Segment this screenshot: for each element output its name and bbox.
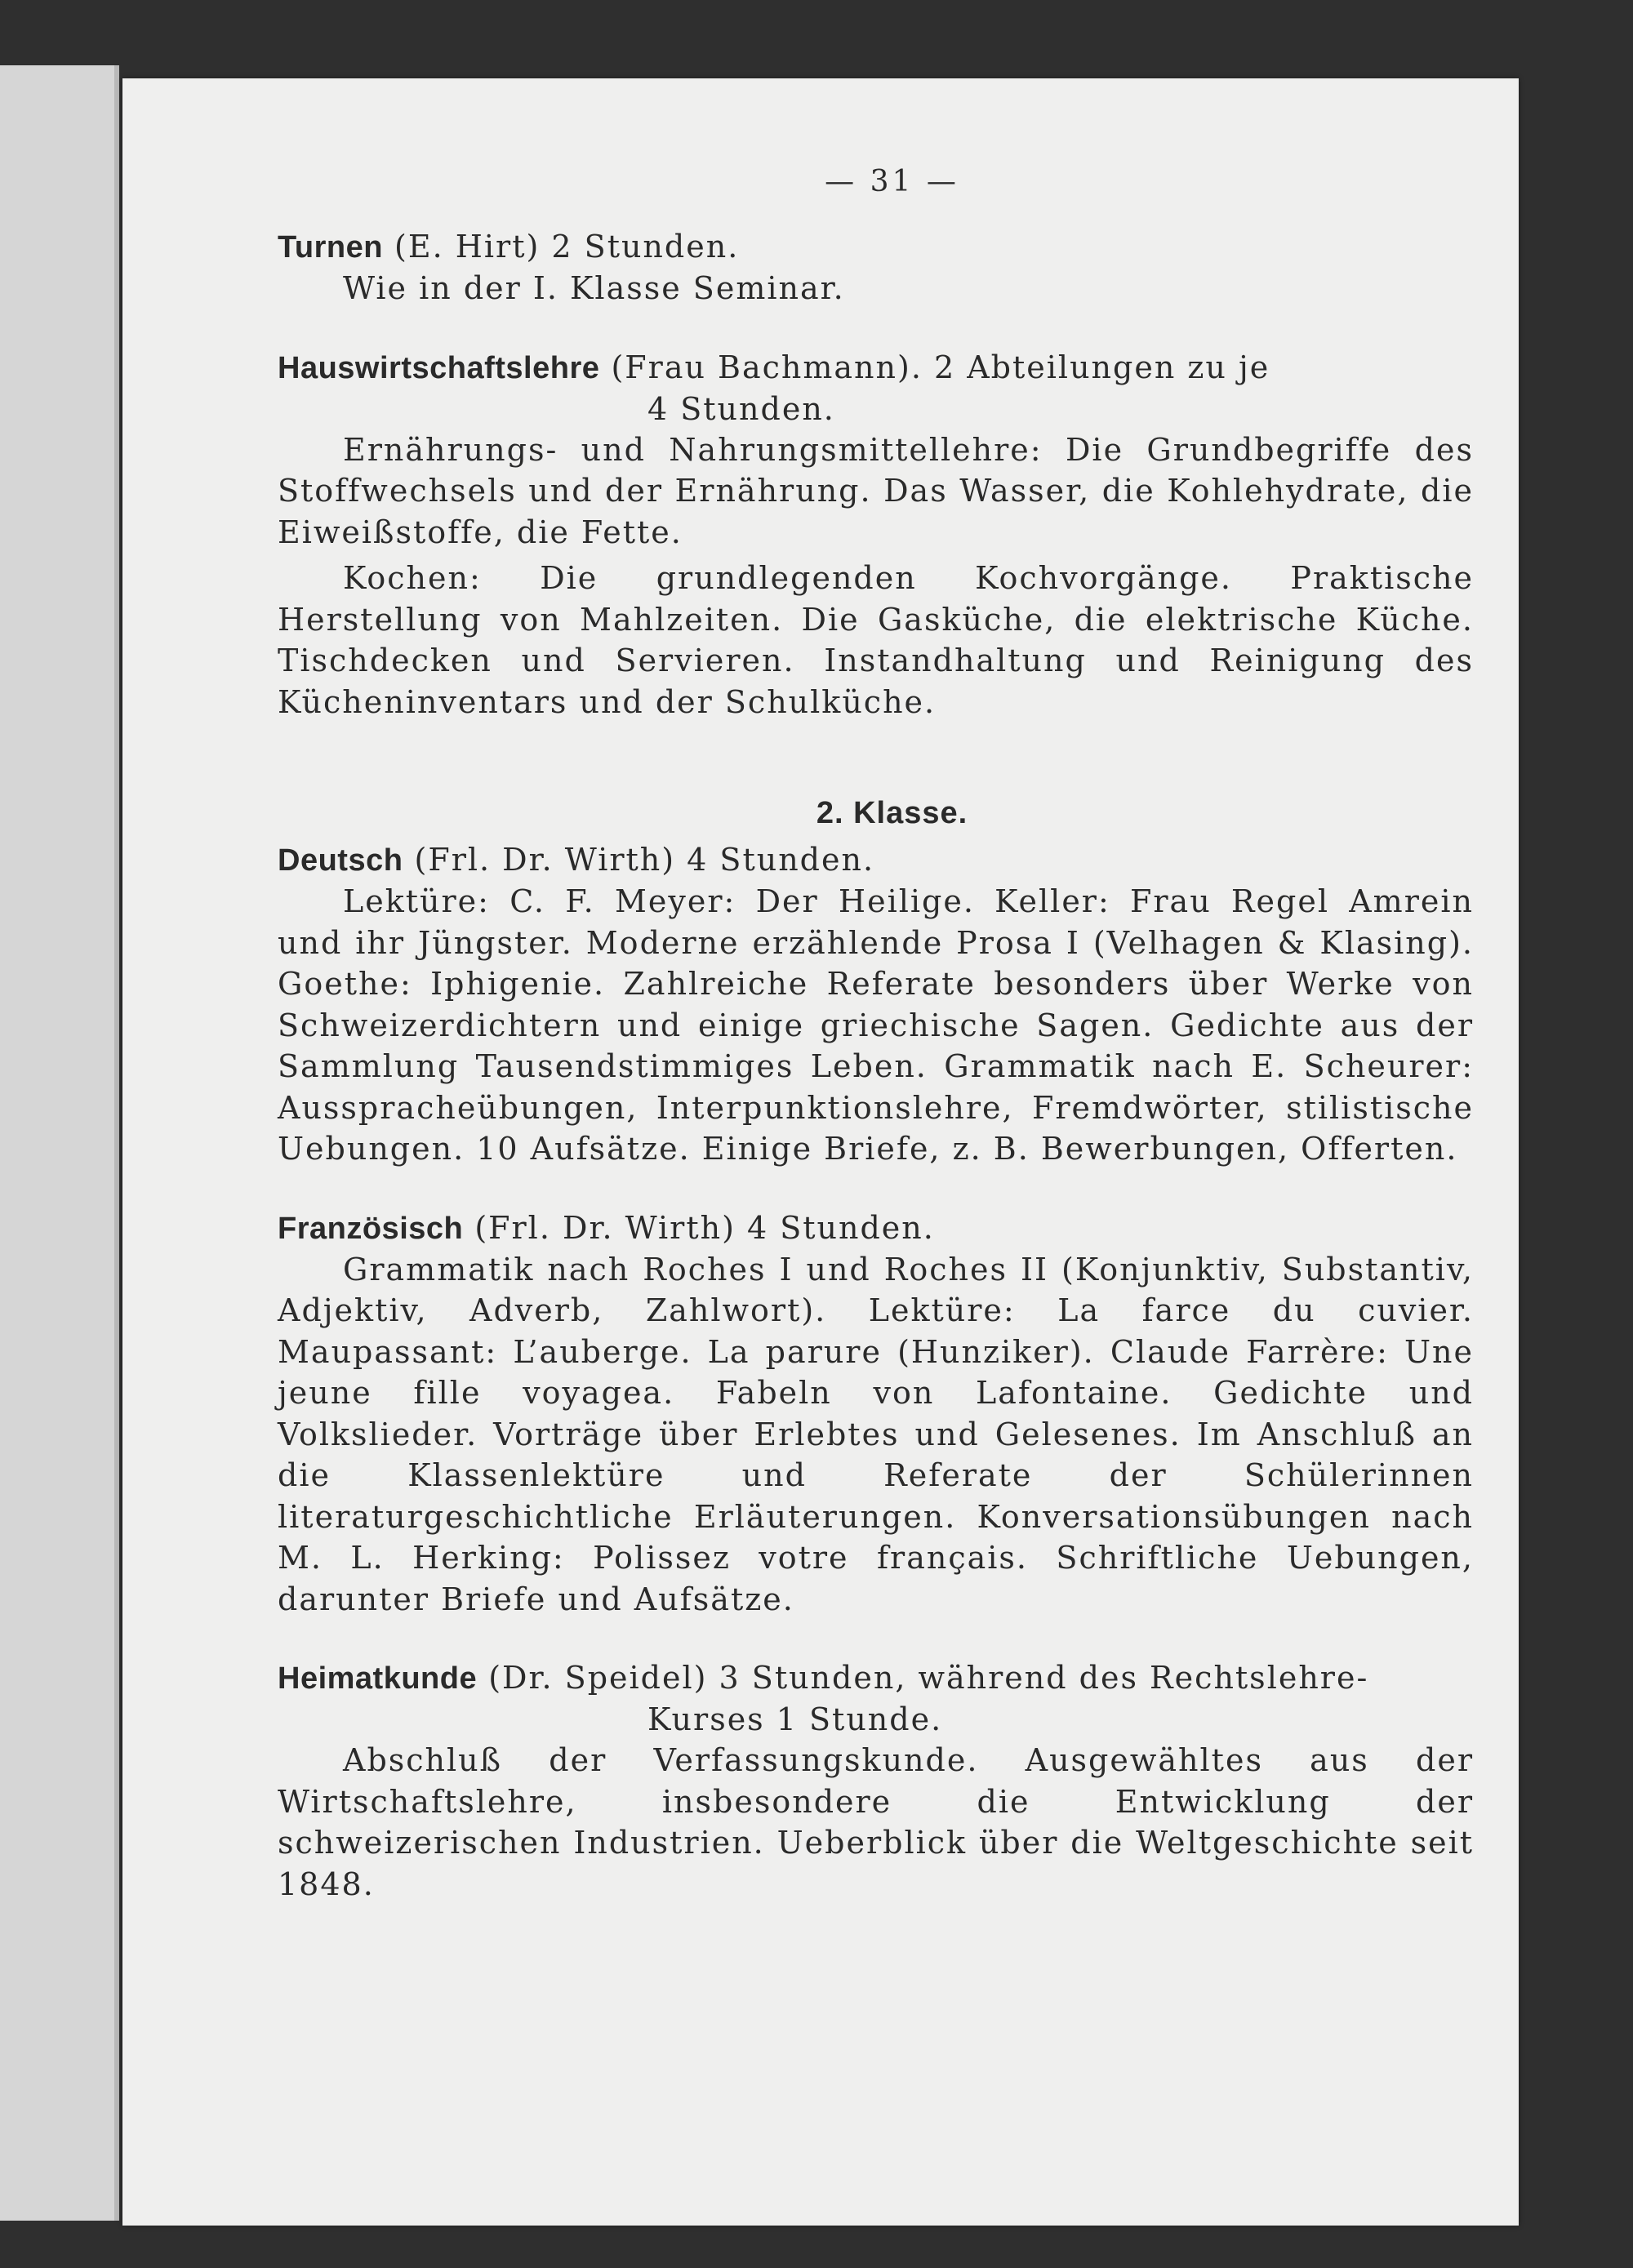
subject-block <box>278 839 1474 1170</box>
facing-page-edge <box>0 65 119 2221</box>
subject-heading <box>278 839 1474 881</box>
subject-name: Hauswirtschaftslehre <box>278 350 600 385</box>
subject-details-continued: 4 Stunden. <box>647 390 835 427</box>
class-heading: 2. Klasse. <box>816 796 968 830</box>
sections-before <box>278 226 1474 723</box>
subject-heading <box>278 1657 1474 1740</box>
subject-details: (Frl. Dr. Wirth) 4 Stunden. <box>474 1209 935 1246</box>
subject-block <box>278 1207 1474 1621</box>
subject-block <box>278 1657 1474 1905</box>
subject-block <box>278 347 1474 723</box>
paragraph: Lektüre: C. F. Meyer: Der Heilige. Keller: Frau Regel Amrein und ihr Jüngster. Moderne erzählende Prosa I (Velhagen & Klasing). Goethe: Iphigenie. Zahlreiche Referate besonders über Werke von Schweizerdichtern und einige griechische Sagen. Gedichte aus der Sammlung Tausendstimmiges Leben. Grammatik nach E. Scheurer: Ausspracheübungen, Interpunktionslehre, Fremdwörter, stilistische Uebungen. 10 Aufsätze. Einige Briefe, z. B. Bewerbungen, Offerten. <box>278 883 1474 1167</box>
page-content <box>278 165 1474 1942</box>
subject-details: (E. Hirt) 2 Stunden. <box>394 229 740 265</box>
subject-details: (Frau Bachmann). 2 Abteilungen zu je <box>611 349 1270 385</box>
paragraph: Ernährungs- und Nahrungsmittellehre: Die Grundbegriffe des Stoffwechsels und der Ernährung. Das Wasser, die Kohlehydrate, die Eiweißstoffe, die Fette. <box>278 431 1474 550</box>
paragraph: Abschluß der Verfassungskunde. Ausgewähltes aus der Wirtschaftslehre, insbesondere die Entwicklung der schweizerischen Industrien. Ueberblick über die Weltgeschichte seit 1848. <box>278 1742 1474 1902</box>
page-number: — 31 — <box>825 165 959 198</box>
subject-heading <box>278 347 1474 429</box>
subject-details: (Dr. Speidel) 3 Stunden, während des Rechtslehre- <box>488 1660 1369 1696</box>
sections-after <box>278 839 1474 1905</box>
paragraph: Kochen: Die grundlegenden Kochvorgänge. Praktische Herstellung von Mahlzeiten. Die Gasküche, die elektrische Küche. Tischdecken und Servieren. Instandhaltung und Reinigung des Kücheninventars und der Schulküche. <box>278 560 1474 720</box>
subject-heading <box>278 1207 1474 1249</box>
subject-details-continued: Kurses 1 Stunde. <box>647 1701 943 1737</box>
subject-heading <box>278 226 1474 268</box>
subject-name: Französisch <box>278 1211 464 1246</box>
subject-name: Heimatkunde <box>278 1661 478 1696</box>
subject-details: (Frl. Dr. Wirth) 4 Stunden. <box>414 842 875 878</box>
subject-block <box>278 226 1474 309</box>
paragraph: Grammatik nach Roches I und Roches II (Konjunktiv, Substantiv, Adjektiv, Adverb, Zahlwort). Lektüre: La farce du cuvier. Maupassant: L’auberge. La parure (Hunziker). Claude Farrère: Une jeune fille voyagea. Fabeln von Lafontaine. Gedichte und Volkslieder. Vorträge über Erlebtes und Gelesenes. Im Anschluß an die Klassenlektüre und Referate der Schülerinnen literaturgeschichtliche Erläuterungen. Konversationsübungen nach M. L. Herking: Polissez votre français. Schriftliche Uebungen, darunter Briefe und Aufsätze. <box>278 1251 1474 1617</box>
book-page <box>122 78 1519 2226</box>
paragraph: Wie in der I. Klasse Seminar. <box>343 270 845 306</box>
subject-name: Deutsch <box>278 843 403 878</box>
subject-name: Turnen <box>278 230 383 265</box>
